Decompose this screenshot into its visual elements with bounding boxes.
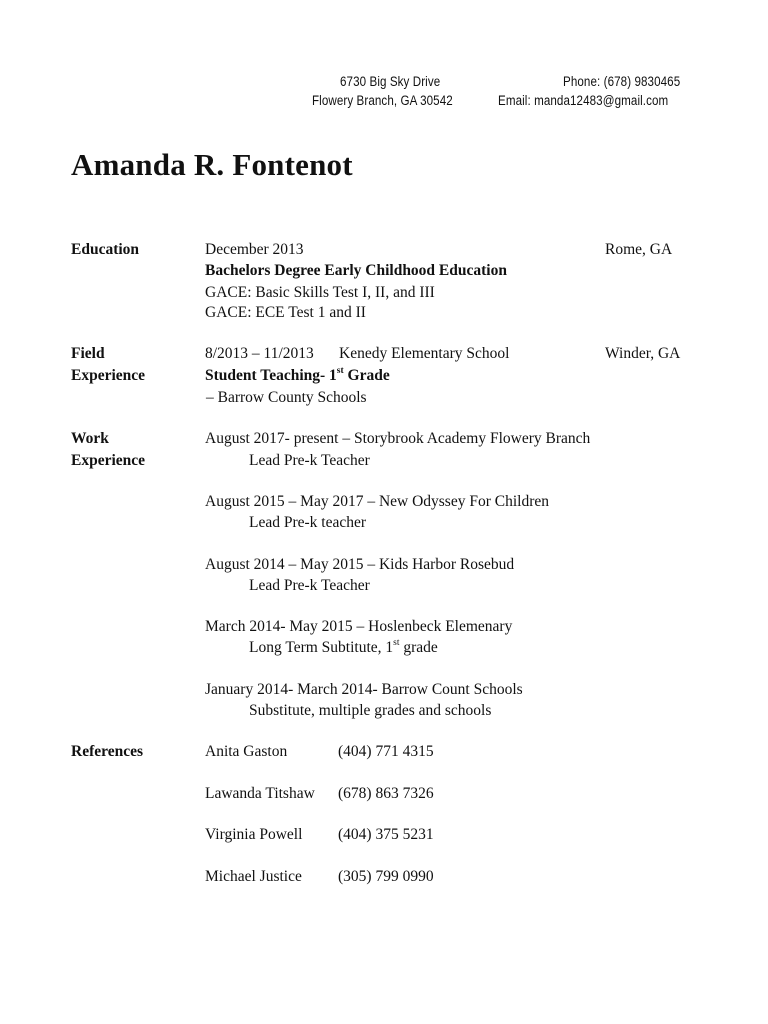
job-title-superscript: st (393, 637, 400, 648)
field-dates: 8/2013 – 11/2013 (205, 345, 314, 362)
job-title: Lead Pre-k teacher (249, 514, 367, 531)
job-header: August 2015 – May 2017 – New Odyssey For Children (205, 493, 549, 510)
job-title: Substitute, multiple grades and schools (249, 702, 492, 719)
job-header: March 2014- May 2015 – Hoslenbeck Elemenary (205, 618, 513, 635)
education-gace-2: GACE: ECE Test 1 and II (205, 304, 366, 321)
job-title: Lead Pre-k Teacher (249, 452, 370, 469)
reference-name: Anita Gaston (205, 743, 288, 760)
reference-name: Michael Justice (205, 868, 302, 885)
education-label: Education (71, 241, 140, 258)
candidate-name: Amanda R. Fontenot (71, 147, 353, 182)
field-role-superscript: st (336, 365, 344, 376)
education-date: December 2013 (205, 241, 304, 258)
reference-phone: (404) 375 5231 (338, 826, 434, 843)
email-address: Email: manda12483@gmail.com (498, 93, 669, 108)
job-title: Lead Pre-k Teacher (249, 577, 370, 594)
field-location: Winder, GA (605, 345, 681, 362)
reference-phone: (305) 799 0990 (338, 868, 434, 885)
references-label: References (71, 743, 144, 760)
work-experience-label-2: Experience (71, 452, 146, 469)
field-experience-label-2: Experience (71, 367, 146, 384)
reference-name: Virginia Powell (205, 826, 303, 843)
education-degree: Bachelors Degree Early Childhood Education (205, 262, 507, 279)
job-header: January 2014- March 2014- Barrow Count Schools (205, 681, 523, 698)
field-experience-label-1: Field (71, 345, 105, 362)
job-header: August 2014 – May 2015 – Kids Harbor Rosebud (205, 556, 515, 573)
reference-phone: (678) 863 7326 (338, 785, 434, 802)
job-title (249, 639, 438, 657)
job-header: August 2017- present – Storybrook Academy Flowery Branch (205, 430, 591, 447)
reference-name: Lawanda Titshaw (205, 785, 315, 802)
address-line-1: 6730 Big Sky Drive (340, 74, 441, 89)
education-gace-1: GACE: Basic Skills Test I, II, and III (205, 284, 435, 301)
field-district: – Barrow County Schools (206, 389, 367, 406)
field-school: Kenedy Elementary School (339, 345, 510, 362)
work-experience-label-1: Work (71, 430, 109, 447)
reference-phone: (404) 771 4315 (338, 743, 434, 760)
field-role-text: Student Teaching- 1 (205, 367, 337, 384)
job-title-suffix: grade (399, 639, 438, 656)
field-role-suffix: Grade (343, 367, 390, 384)
phone-number: Phone: (678) 9830465 (563, 74, 681, 89)
job-title-text: Long Term Subtitute, 1 (249, 639, 394, 656)
education-location: Rome, GA (605, 241, 673, 258)
address-line-2: Flowery Branch, GA 30542 (312, 93, 453, 108)
field-role (205, 367, 390, 385)
